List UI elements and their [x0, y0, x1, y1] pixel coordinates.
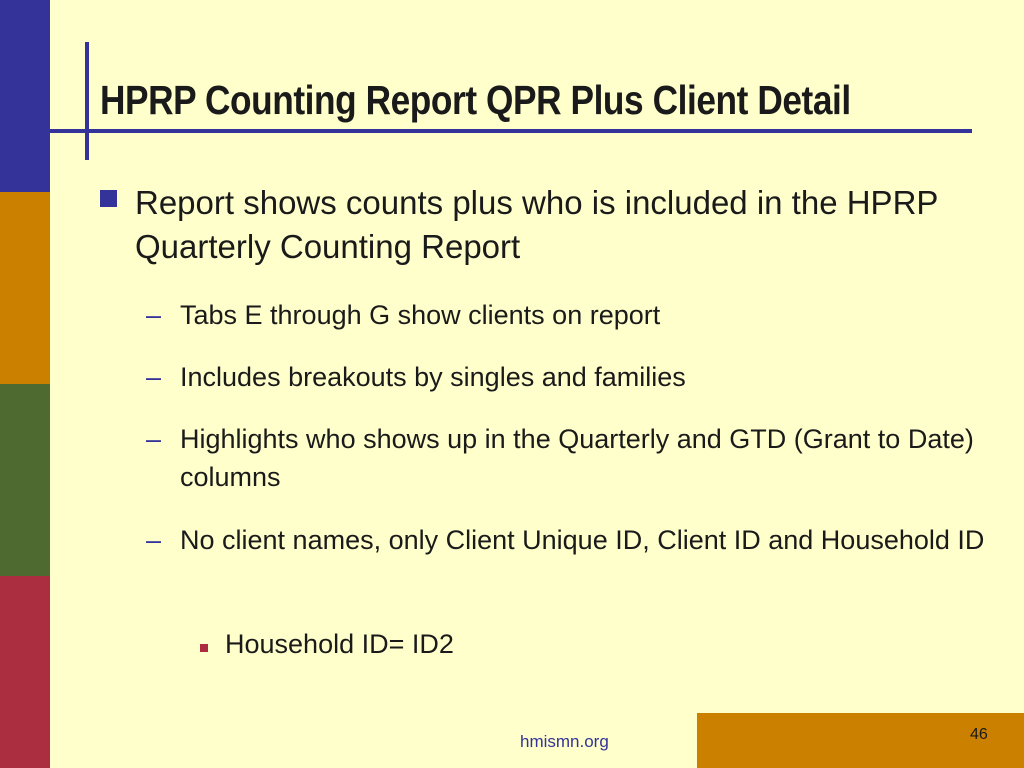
sub-bullet-text: Highlights who shows up in the Quarterly and GTD (Grant to Date) columns	[180, 424, 974, 492]
small-square-bullet-icon	[200, 644, 208, 652]
dash-bullet-icon: –	[146, 300, 162, 330]
stripe-green	[0, 384, 50, 576]
sub-bullet	[146, 296, 996, 334]
sub-bullet	[146, 420, 996, 496]
stripe-red	[0, 576, 50, 768]
page-number: 46	[970, 726, 988, 743]
sub-bullet	[146, 521, 996, 559]
footer-site: hmismn.org	[520, 732, 609, 751]
dash-bullet-icon: –	[146, 424, 162, 454]
stripe-orange	[0, 192, 50, 384]
dash-bullet-icon: –	[146, 525, 162, 555]
sub-bullet	[146, 358, 996, 396]
dash-bullet-icon: –	[146, 362, 162, 392]
sub-bullet-text: Includes breakouts by singles and families	[180, 362, 686, 392]
sub-bullet-text: Tabs E through G show clients on report	[180, 300, 661, 330]
square-bullet-icon	[100, 190, 117, 207]
title-rule-vertical	[85, 42, 89, 160]
sub-sub-bullet	[200, 625, 900, 663]
bullet-main-text: Report shows counts plus who is included in the HPRP Quarterly Counting Report	[135, 184, 938, 265]
sub-sub-bullet-text: Household ID= ID2	[225, 629, 454, 659]
bullet-main	[100, 181, 1000, 269]
sub-bullet-text: No client names, only Client Unique ID, Client ID and Household ID	[180, 525, 985, 555]
stripe-blue	[0, 0, 50, 192]
slide-title: HPRP Counting Report QPR Plus Client Detail	[100, 77, 851, 123]
